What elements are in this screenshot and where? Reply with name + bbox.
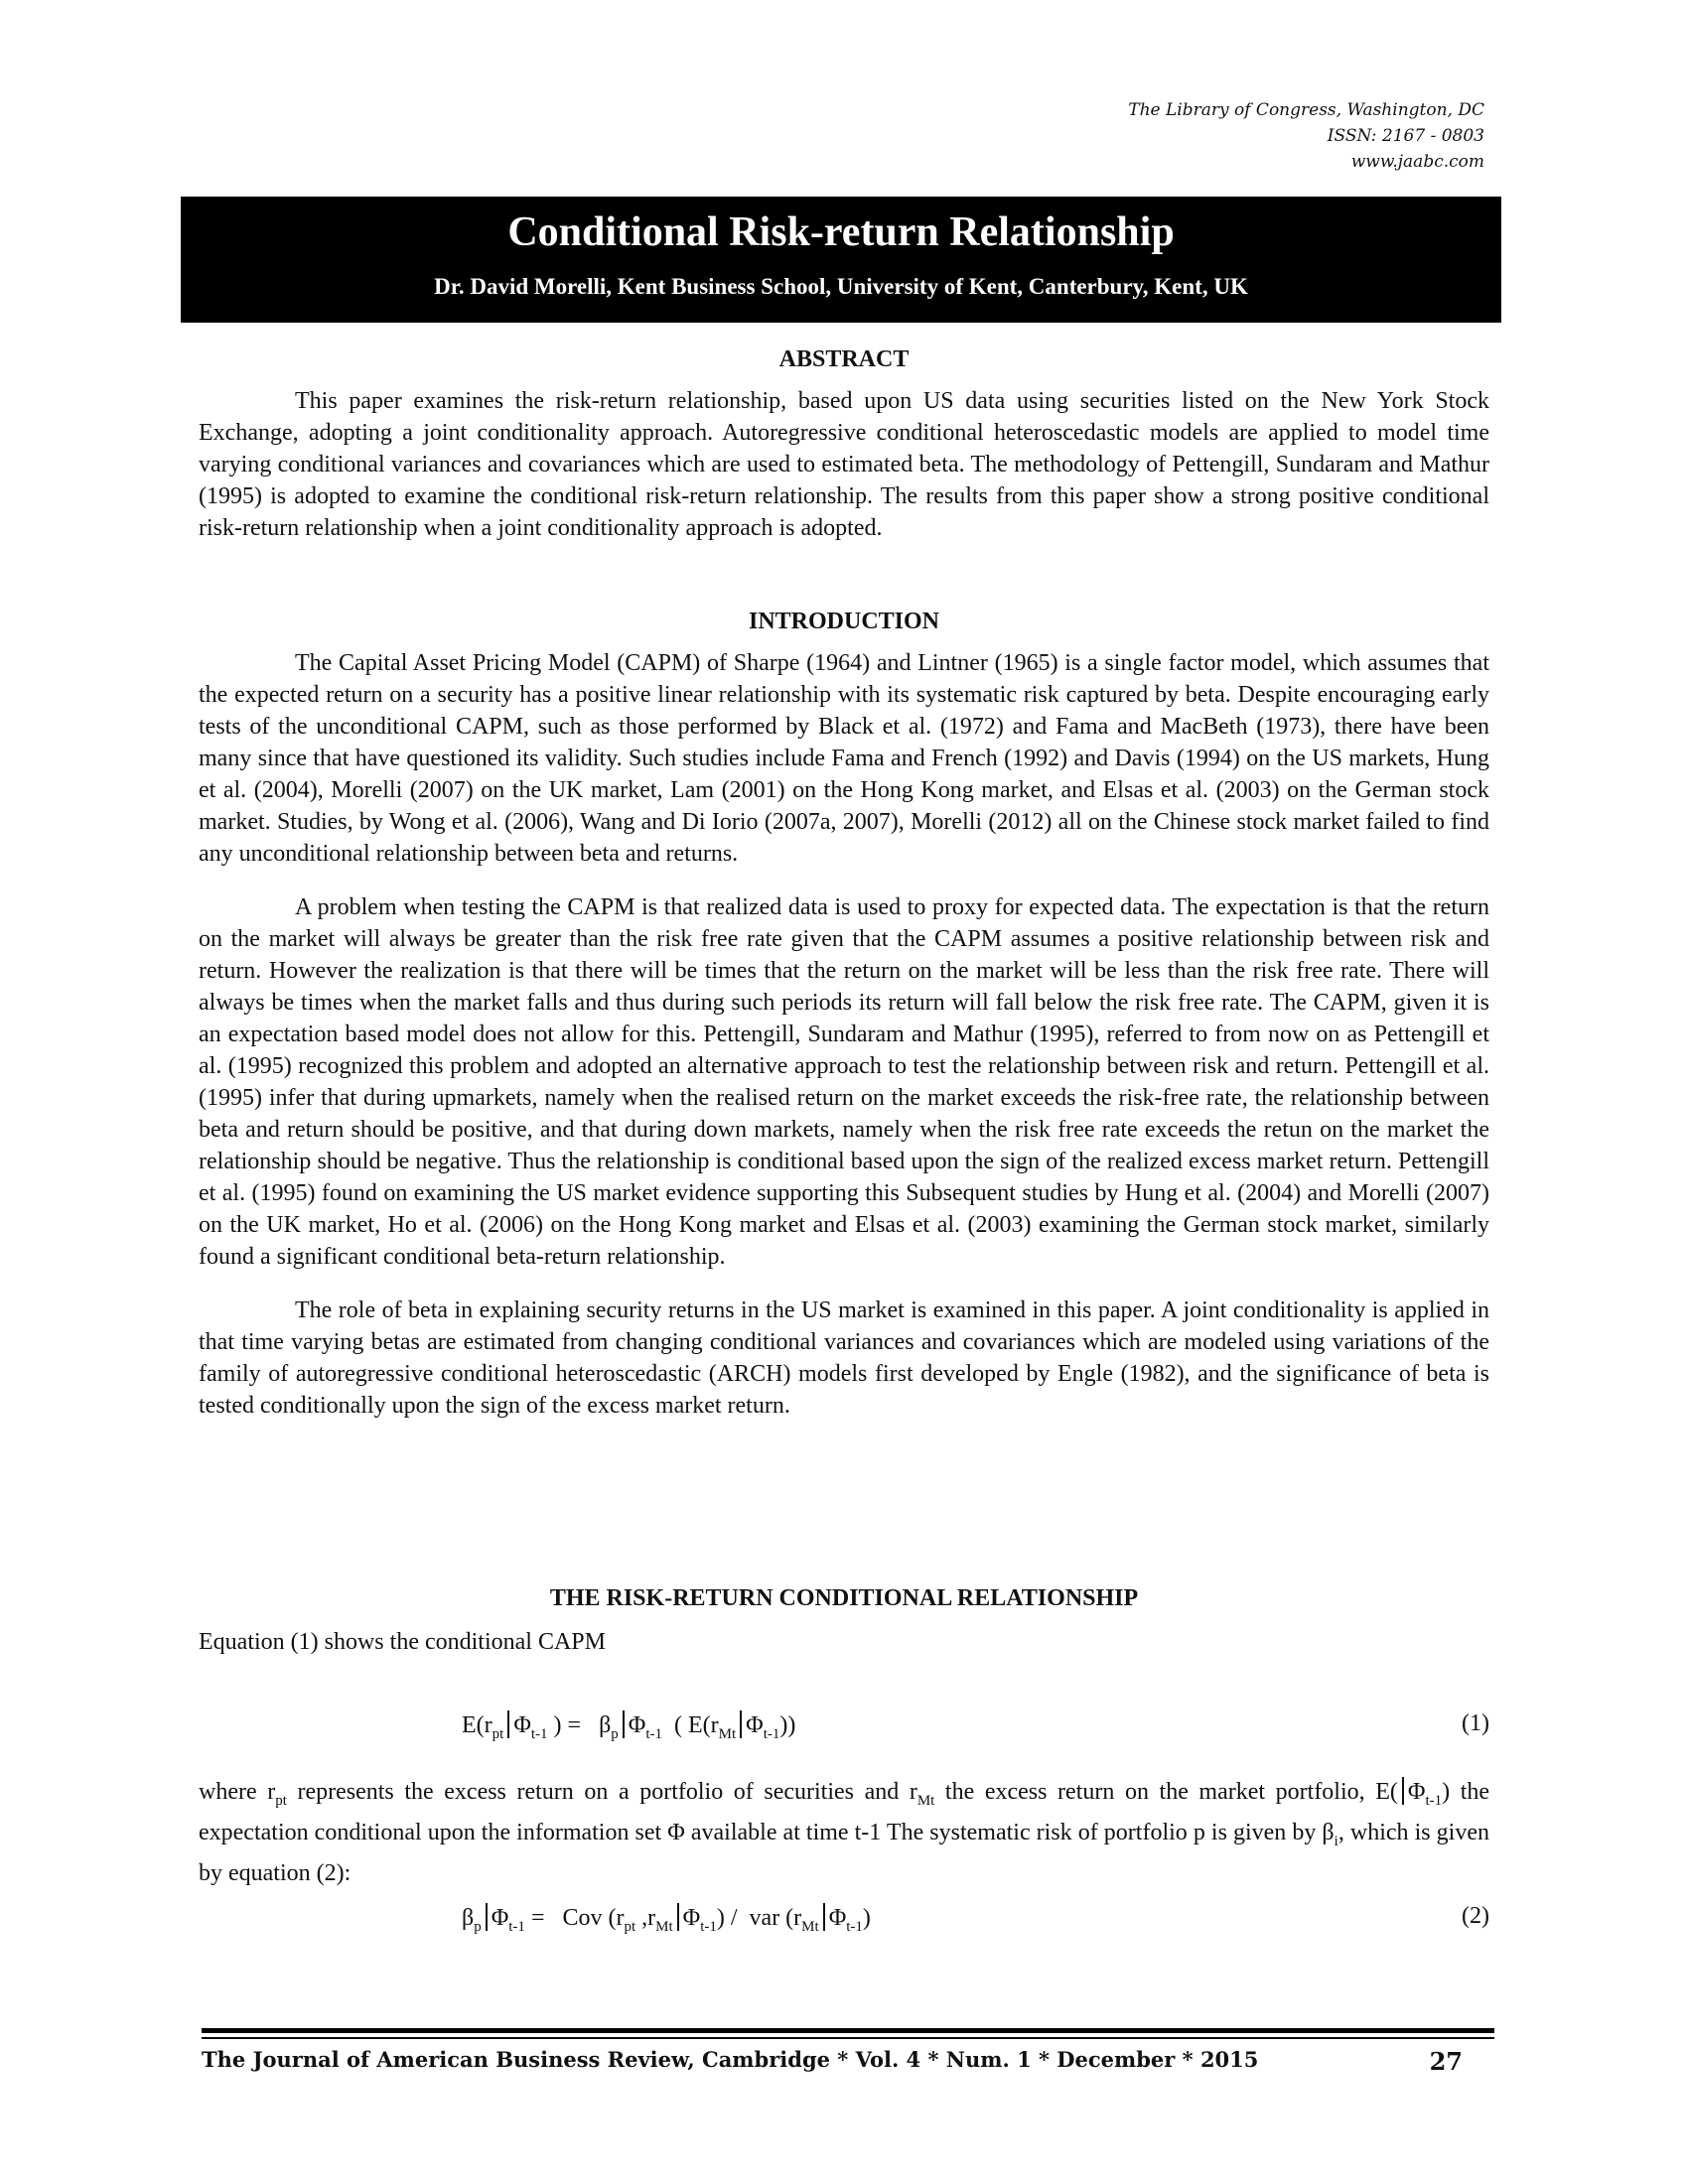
publication-info bbox=[1128, 97, 1484, 175]
library-line: The Library of Congress, Washington, DC bbox=[1128, 100, 1484, 120]
footer-rule-thick bbox=[202, 2028, 1494, 2033]
section-heading: THE RISK-RETURN CONDITIONAL RELATIONSHIP bbox=[549, 1585, 1139, 1611]
equation-1-expression: $E(r_{pt}$ $\Phi_{t-1}$ ) = $\beta_p$ $\Phi_{t-1}$ ( $E(r_{Mt}$ $\Phi_{t-1}$)) bbox=[462, 1712, 796, 1742]
intro-paragraph-1: The Capital Asset Pricing Model (CAPM) of Sharpe (1964) and Lintner (1965) is a single factor model, which assumes that the expected return on a security has a positive linear relationship with its systematic risk captured by beta. Despite encouraging early tests of the unconditional CAPM, such as those performed by Black et al. (1972) and Fama and MacBeth (1973), there have been many since that have questioned its validity. Such studies include Fama and French (1992) and Davis (1994) on the US markets, Hung et al. (2004), Morelli (2007) on the UK market, Lam (2001) on the Hong Kong market, and Elsas et al. (2003) on the German stock market. Studies, by Wong et al. (2006), Wang and Di Iorio (2007a, 2007), Morelli (2012) all on the Chinese stock market failed to find any unconditional relationship between beta and returns. bbox=[199, 650, 1489, 867]
footer bbox=[202, 2047, 1463, 2076]
risk-return-section bbox=[199, 1582, 1489, 1658]
abstract-section bbox=[199, 343, 1489, 544]
paper-title: Conditional Risk-return Relationship bbox=[507, 209, 1175, 255]
abstract-text: This paper examines the risk-return relationship, based upon US data using securities listed on the New York Stock Exchange, adopting a joint conditionality approach. Autoregressive conditional heteroscedastic models are applied to model time varying conditional variances and covariances which are used to estimated beta. The methodology of Pettengill, Sundaram and Mathur (1995) is adopted to examine the conditional risk-return relationship. The results from this paper show a strong positive conditional risk-return relationship when a joint conditionality approach is adopted. bbox=[199, 388, 1489, 541]
footer-rule-thin bbox=[202, 2037, 1494, 2039]
equation-1 bbox=[199, 1710, 1489, 1746]
introduction-heading: INTRODUCTION bbox=[748, 609, 940, 634]
intro-paragraph-2: A problem when testing the CAPM is that realized data is used to proxy for expected data. The expectation is that the return on the market will always be greater than the risk free rate given that the CAPM assumes a positive relationship between risk and return. However the realization is that there will be times that the return on the market will be less than the risk free rate. There will always be times when the market falls and thus during such periods its return will fall below the risk free rate. The CAPM, given it is an expectation based model does not allow for this. Pettengill, Sundaram and Mathur (1995), referred to from now on as Pettengill et al. (1995) recognized this problem and adopted an alternative approach to test the relationship between risk and return. Pettengill et al. (1995) infer that during upmarkets, namely when the realised return on the market exceeds the risk-free rate, the relationship between beta and return should be positive, and that during down markets, namely when the risk free rate exceeds the retun on the market the relationship should be negative. Thus the relationship is conditional based upon the sign of the realized excess market return. Pettengill et al. (1995) found on examining the US market evidence supporting this Subsequent studies by Hung et al. (2004) and Morelli (2007) on the UK market, Ho et al. (2006) on the Hong Kong market and Elsas et al. (2003) examining the German stock market, similarly found a significant conditional beta-return relationship. bbox=[199, 894, 1489, 1270]
equation-2-expression: $\beta_p$ $\Phi_{t-1}$ = Cov ($r_{pt}$ $,r_{Mt}$ $\Phi_{t-1}$) / var ($r_{Mt}$ $\Phi_{t-1}$) bbox=[462, 1905, 871, 1935]
issn-line: ISSN: 2167 - 0803 bbox=[1327, 126, 1484, 146]
page-number: 27 bbox=[1429, 2047, 1463, 2076]
journal-citation: The Journal of American Business Review, Cambridge * Vol. 4 * Num. 1 * December * 2015 bbox=[202, 2047, 1259, 2072]
title-banner bbox=[181, 197, 1501, 323]
where-paragraph bbox=[199, 1776, 1489, 1889]
introduction-section bbox=[199, 606, 1489, 1422]
intro-paragraph-3: The role of beta in explaining security returns in the US market is examined in this paper. A joint conditionality is applied in that time varying betas are estimated from changing conditional variances and covariances which are modeled using variations of the family of autoregressive conditional heteroscedastic (ARCH) models first developed by Engle (1982), and the significance of beta is tested conditionally upon the sign of the excess market return. bbox=[199, 1297, 1489, 1419]
author-line: Dr. David Morelli, Kent Business School, University of Kent, Canterbury, Kent, UK bbox=[434, 274, 1248, 299]
equation-2-number: (2) bbox=[1462, 1903, 1489, 1929]
where-text: where $r_{pt}$ represents the excess return on a portfolio of securities and $r_{Mt}$ the excess return on the market portfolio, E( $\Phi_{t-1}$) the expectation conditional upon the information set Φ available at time t-1 The systematic risk of portfolio p is given by $\beta_i$, which is given by equation (2): bbox=[199, 1779, 1490, 1886]
equation-lead: Equation (1) shows the conditional CAPM bbox=[199, 1629, 606, 1655]
abstract-heading: ABSTRACT bbox=[778, 346, 910, 372]
website-line: www.jaabc.com bbox=[1350, 152, 1484, 172]
equation-2 bbox=[199, 1903, 1489, 1939]
equation-1-number: (1) bbox=[1462, 1710, 1489, 1736]
